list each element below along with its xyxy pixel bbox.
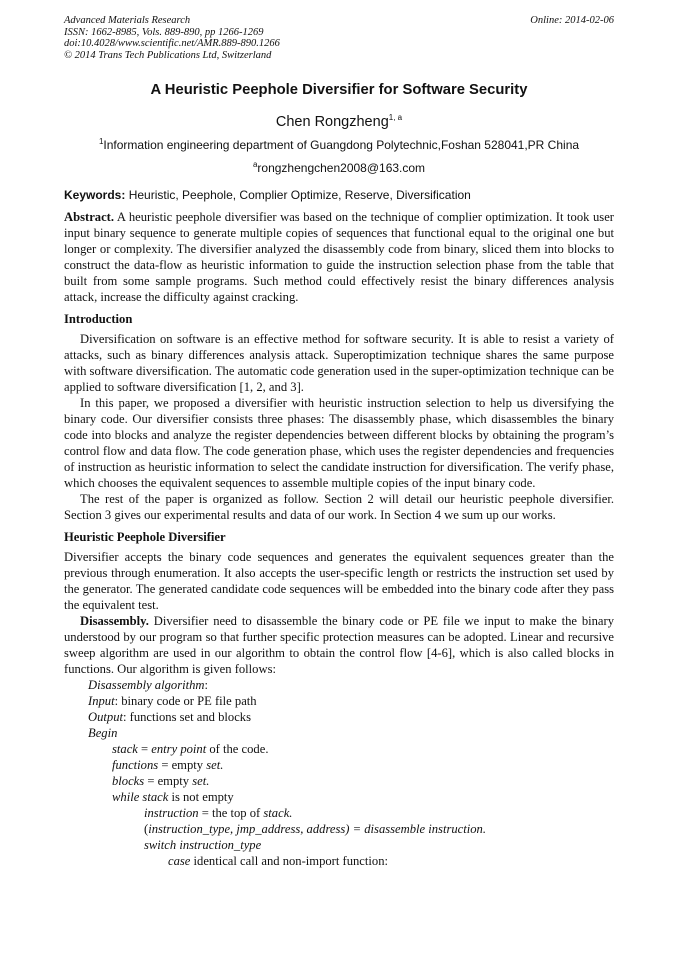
email-text: rongzhengchen2008@163.com <box>257 161 426 175</box>
algo-output-text: : functions set and blocks <box>122 710 252 724</box>
algo-input <box>64 693 614 709</box>
algo-line-blocks <box>64 773 614 789</box>
algo-token: of the code. <box>206 742 269 756</box>
algo-token: is not empty <box>168 790 234 804</box>
algo-title-name: Disassembly algorithm <box>88 678 205 692</box>
intro-paragraph: In this paper, we proposed a diversifier with heuristic instruction selection to help us diversifying the binary code. Our diversifier consists three phases: The disassembly phase, which disassembles the binary code into blocks and analyze the register dependencies between different blocks by obtaining the program’s control flow and data flow. The code generation phase, which uses the register dependencies and frequencies of instruction as heuristic information to select the candidate instruction for diversification. The verify phase, which chooses the equivalent sequences to assemble multiple copies of the input binary code. <box>64 396 614 490</box>
algo-line-instruction <box>64 805 614 821</box>
abstract-label: Abstract. <box>64 210 115 224</box>
disassembly-algorithm <box>64 677 614 869</box>
algo-token: set. <box>192 774 210 788</box>
introduction-heading: Introduction <box>64 312 133 326</box>
section2-heading: Heuristic Peephole Diversifier <box>64 530 226 544</box>
author-name: Chen Rongzheng <box>275 114 389 130</box>
algo-token: stack. <box>263 806 293 820</box>
abstract <box>64 209 614 305</box>
algo-token: blocks <box>112 774 145 788</box>
paper-title: A Heuristic Peephole Diversifier for Software Security <box>150 82 528 98</box>
algo-token: switch instruction_type <box>144 838 262 852</box>
abstract-text: A heuristic peephole diversifier was based on the technique of complier optimization. It took user input binary sequence to generate multiple copies of sequences that functional equal to the original one but longer or complexity. The diversifier analyzed the disassembly code from binary, sliced them into blocks to construct the data-flow as heuristic information to guide the instruction selection phase from the table that built from some sample programs. Such method could effectively resist the binary differences analysis attack, increase the difficulty against cracking. <box>64 210 614 304</box>
paper-body <box>64 209 614 869</box>
intro-paragraph: The rest of the paper is organized as follow. Section 2 will detail our heuristic peephole diversifier. Section 3 gives our experimental results and data of our work. In Section 4 we sum up our works. <box>64 492 614 522</box>
keywords <box>64 188 614 202</box>
section2-paragraph: Diversifier accepts the binary code sequences and generates the equivalent sequences greater than the previous through enumeration. It also accepts the user-specific length or restricts the instruction set used by the generator. The generated candidate code sequences will be embedded into the binary code after they pass the equivalent test. <box>64 550 614 612</box>
journal-copyright: © 2014 Trans Tech Publications Ltd, Switzerland <box>64 49 272 61</box>
disassembly-text: Diversifier need to disassemble the binary code or PE file we input to make the binary understood by our program so that further specific protection measures can be adopted. Linear and recursive sweep algorithm are used in our algorithm to obtain the control flow [4-6], which is also called blocks in functions. Our algorithm is given follows: <box>64 614 614 676</box>
algo-token: instruction <box>144 806 199 820</box>
algo-line-switch <box>64 837 614 853</box>
journal-name: Advanced Materials Research <box>64 15 191 26</box>
algo-token: = empty <box>158 758 207 772</box>
author-sup: 1, a <box>388 113 403 123</box>
algo-input-label: Input <box>88 694 115 708</box>
algo-token: = empty <box>144 774 193 788</box>
algo-token: identical call and non-import function: <box>190 854 388 868</box>
journal-header <box>64 15 280 61</box>
algo-token: instruction_type, jmp_address, address) = disassemble instruction. <box>148 822 486 836</box>
journal-doi: doi:10.4028/www.scientific.net/AMR.889-890.1266 <box>64 38 280 49</box>
intro-paragraph: Diversification on software is an effective method for software security. It is able to resist a variety of attacks, such as binary differences analysis attack. Superoptimization technique shares the same purpose with software diversification. The automatic code generation used in the super-optimization technique can be applied to software diversification [1, 2, and 3]. <box>64 332 614 394</box>
algo-token: functions <box>112 758 159 772</box>
journal-issn: ISSN: 1662-8985, Vols. 889-890, pp 1266-1269 <box>64 26 264 38</box>
algo-output-label: Output <box>88 710 123 724</box>
author <box>0 114 678 130</box>
algo-line-case <box>64 853 614 869</box>
algo-line-while <box>64 789 614 805</box>
algo-token: while stack <box>112 790 169 804</box>
algo-token: stack <box>112 742 138 756</box>
algo-title-colon: : <box>204 678 208 692</box>
algo-title <box>64 677 614 693</box>
algo-token: entry point <box>151 742 207 756</box>
algo-line-tuple <box>64 821 614 837</box>
algo-input-text: : binary code or PE file path <box>114 694 257 708</box>
email <box>0 161 678 175</box>
algo-output <box>64 709 614 725</box>
affiliation <box>0 138 678 152</box>
keywords-label: Keywords: <box>64 188 126 202</box>
algo-token: = the top of <box>198 806 264 820</box>
algo-line-functions <box>64 757 614 773</box>
email-sup: a <box>252 160 258 169</box>
algo-token: case <box>168 854 191 868</box>
algo-token: ( <box>144 822 149 836</box>
disassembly-label: Disassembly. <box>80 614 149 628</box>
online-date: Online: 2014-02-06 <box>530 15 614 26</box>
algo-begin-text: Begin <box>88 726 118 740</box>
algo-token: set. <box>206 758 224 772</box>
algo-line-stack <box>64 741 614 757</box>
keywords-text: Heuristic, Peephole, Complier Optimize, Reserve, Diversification <box>128 188 471 202</box>
algo-token: = <box>137 742 152 756</box>
affiliation-sup: 1 <box>98 137 104 146</box>
algo-begin <box>64 725 614 741</box>
disassembly-paragraph <box>64 613 614 677</box>
affiliation-text: Information engineering department of Guangdong Polytechnic,Foshan 528041,PR China <box>103 138 580 152</box>
